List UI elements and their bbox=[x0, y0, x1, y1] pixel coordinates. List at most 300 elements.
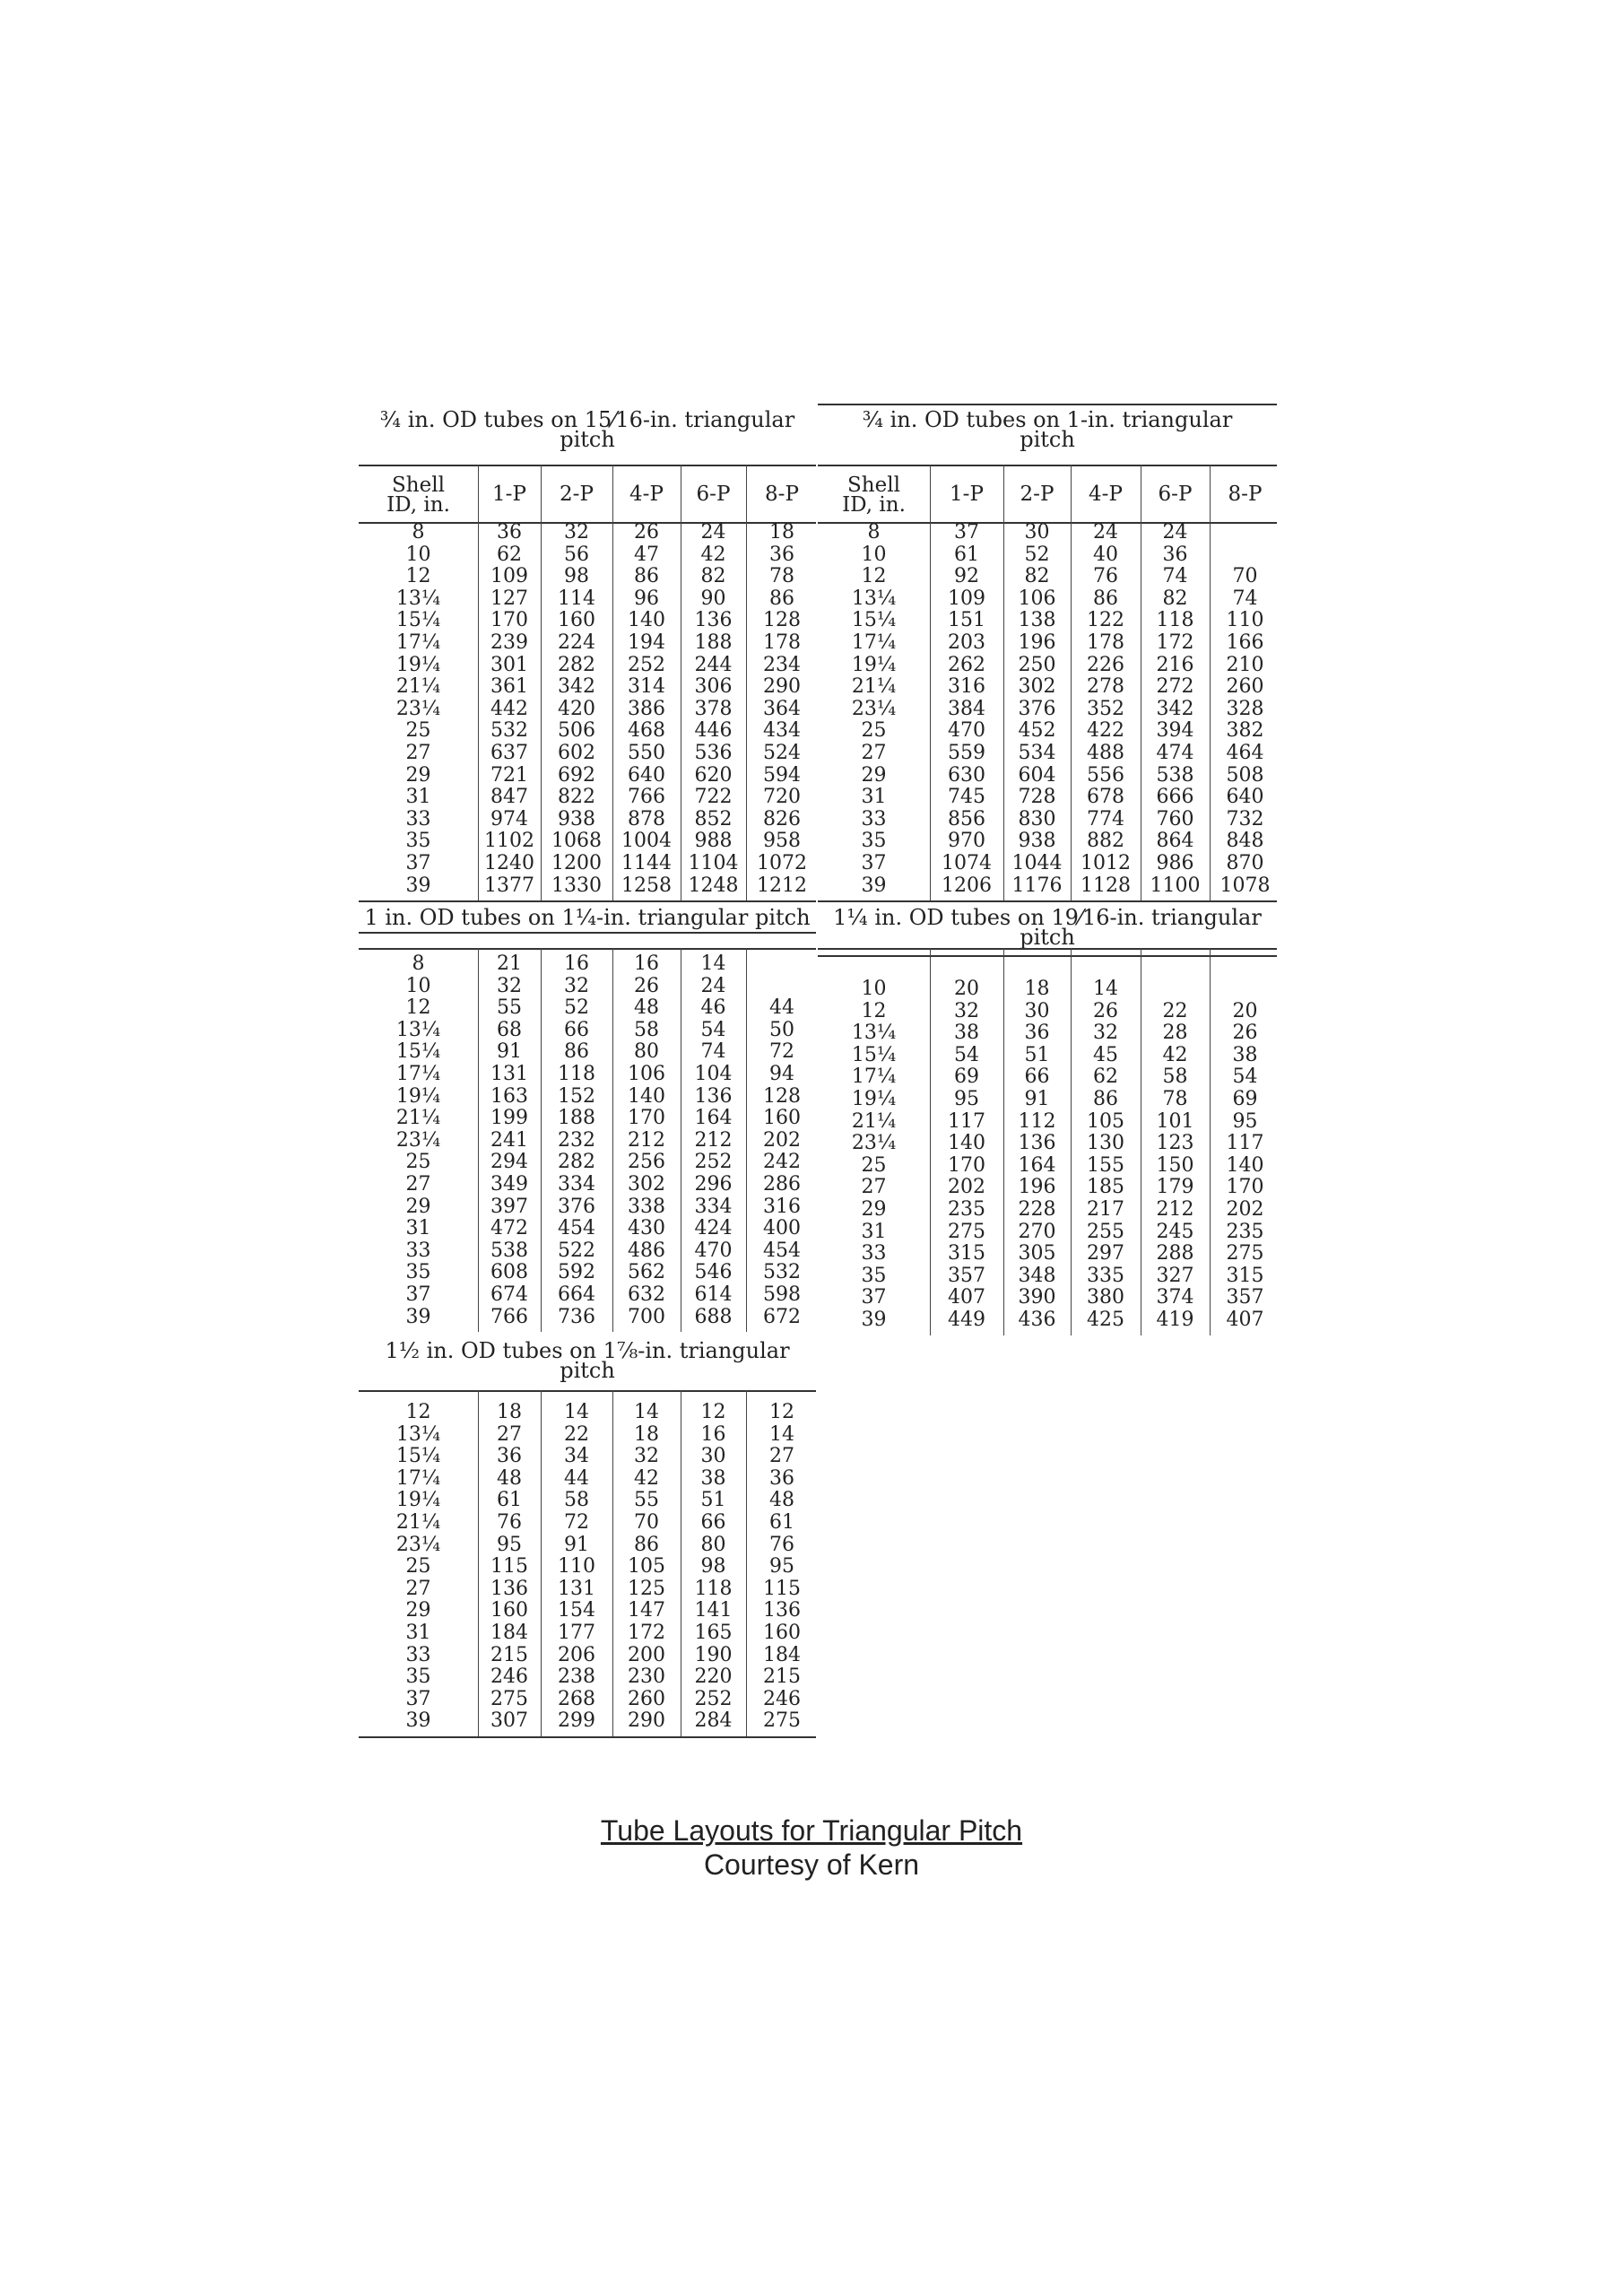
tube-count-cell: 250 bbox=[1018, 653, 1056, 676]
tube-count-cell: 166 bbox=[1226, 631, 1264, 654]
tube-count-cell: 301 bbox=[490, 653, 528, 676]
tube-count-cell: 86 bbox=[634, 1533, 659, 1556]
tube-count-cell: 260 bbox=[1226, 675, 1264, 699]
tube-count-cell: 692 bbox=[558, 763, 595, 787]
shell-id-header-units: ID, in. bbox=[842, 493, 906, 517]
tube-count-cell: 54 bbox=[1232, 1065, 1258, 1089]
shell-id-cell: 27 bbox=[405, 742, 431, 764]
tube-count-cell: 72 bbox=[769, 1040, 794, 1064]
tube-count-cell: 136 bbox=[1018, 1132, 1056, 1155]
tube-count-cell: 1012 bbox=[1081, 852, 1131, 874]
tube-count-cell: 61 bbox=[769, 1511, 794, 1534]
table-title-line: ¾ in. OD tubes on 1-in. triangular bbox=[862, 407, 1233, 432]
tube-count-cell: 18 bbox=[497, 1401, 522, 1423]
tube-count-cell: 48 bbox=[769, 1489, 794, 1512]
tube-count-cell: 452 bbox=[1018, 719, 1056, 743]
tube-count-cell: 136 bbox=[763, 1599, 801, 1622]
tube-count-cell: 163 bbox=[490, 1084, 528, 1108]
tube-count-cell: 96 bbox=[634, 587, 659, 610]
tube-count-cell: 14 bbox=[634, 1401, 659, 1423]
shell-id-cell: 8 bbox=[412, 952, 425, 975]
tube-count-cell: 352 bbox=[1087, 697, 1124, 720]
tube-count-cell: 30 bbox=[1024, 999, 1050, 1022]
tube-count-cell: 136 bbox=[490, 1577, 528, 1600]
tube-count-cell: 425 bbox=[1087, 1309, 1124, 1331]
tube-count-cell: 632 bbox=[628, 1283, 665, 1306]
tube-count-cell: 1104 bbox=[688, 852, 739, 874]
tube-count-cell: 255 bbox=[1087, 1220, 1124, 1243]
table-title-rule bbox=[359, 465, 816, 466]
shell-id-cell: 21¼ bbox=[395, 675, 441, 699]
shell-id-cell: 37 bbox=[861, 1286, 887, 1309]
tube-count-cell: 24 bbox=[700, 521, 726, 544]
tube-count-cell: 66 bbox=[700, 1511, 726, 1534]
tube-count-cell: 420 bbox=[558, 697, 595, 720]
tube-count-cell: 1100 bbox=[1150, 874, 1201, 897]
tube-count-cell: 449 bbox=[948, 1309, 985, 1331]
tube-count-cell: 51 bbox=[700, 1489, 726, 1512]
tube-count-cell: 234 bbox=[763, 653, 801, 676]
shell-id-cell: 17¼ bbox=[851, 631, 897, 654]
tube-count-cell: 1068 bbox=[551, 830, 602, 853]
tube-count-cell: 56 bbox=[564, 543, 589, 566]
tube-count-cell: 164 bbox=[1018, 1153, 1056, 1177]
tube-count-cell: 508 bbox=[1226, 763, 1264, 787]
tube-count-cell: 76 bbox=[769, 1533, 794, 1556]
tube-count-cell: 720 bbox=[763, 786, 801, 809]
tube-count-cell: 86 bbox=[1093, 587, 1118, 610]
tube-count-cell: 246 bbox=[763, 1687, 801, 1710]
tube-count-cell: 118 bbox=[558, 1063, 595, 1085]
tube-count-cell: 106 bbox=[628, 1063, 665, 1085]
tube-count-cell: 732 bbox=[1226, 807, 1264, 831]
tube-count-cell: 374 bbox=[1156, 1286, 1194, 1309]
tube-count-cell: 178 bbox=[763, 631, 801, 654]
table-title-line: 1 in. OD tubes on 1¼-in. triangular pitch bbox=[364, 905, 811, 930]
tube-count-cell: 678 bbox=[1087, 786, 1124, 809]
tube-count-cell: 69 bbox=[954, 1065, 979, 1089]
tube-count-cell: 136 bbox=[694, 1084, 733, 1108]
tube-count-cell: 150 bbox=[1156, 1153, 1194, 1177]
tube-count-cell: 74 bbox=[1162, 565, 1188, 588]
tube-count-cell: 386 bbox=[628, 697, 665, 720]
shell-id-cell: 39 bbox=[405, 874, 431, 897]
tube-count-cell: 244 bbox=[694, 653, 733, 676]
tube-count-cell: 69 bbox=[1232, 1088, 1258, 1110]
tube-count-cell: 94 bbox=[769, 1063, 794, 1085]
tube-count-cell: 241 bbox=[490, 1128, 528, 1152]
tube-count-cell: 1004 bbox=[621, 830, 672, 853]
tube-count-cell: 664 bbox=[558, 1283, 595, 1306]
tube-count-cell: 109 bbox=[948, 587, 985, 610]
tube-count-cell: 488 bbox=[1087, 742, 1124, 764]
tube-count-cell: 217 bbox=[1087, 1198, 1124, 1221]
passes-header-1-p: 1-P bbox=[492, 483, 526, 506]
tube-count-cell: 106 bbox=[1018, 587, 1056, 610]
tube-count-cell: 938 bbox=[558, 807, 595, 831]
tube-count-cell: 235 bbox=[1226, 1220, 1264, 1243]
tube-count-cell: 178 bbox=[1087, 631, 1124, 654]
tube-count-cell: 80 bbox=[700, 1533, 726, 1556]
tube-count-cell: 110 bbox=[558, 1555, 595, 1578]
tube-count-cell: 86 bbox=[769, 587, 794, 610]
table-header-rule bbox=[359, 1390, 816, 1392]
tube-count-cell: 32 bbox=[1093, 1022, 1118, 1045]
tube-count-cell: 24 bbox=[700, 974, 726, 997]
shell-id-cell: 10 bbox=[861, 543, 887, 566]
tube-count-cell: 688 bbox=[694, 1305, 733, 1328]
tube-count-cell: 598 bbox=[763, 1283, 801, 1306]
tube-count-cell: 36 bbox=[1162, 543, 1188, 566]
tube-count-cell: 62 bbox=[1093, 1065, 1118, 1089]
tube-count-cell: 640 bbox=[1226, 786, 1264, 809]
tube-count-cell: 141 bbox=[694, 1599, 733, 1622]
tube-count-cell: 532 bbox=[490, 719, 528, 743]
passes-header-8-p: 8-P bbox=[765, 483, 799, 506]
tube-count-cell: 38 bbox=[954, 1022, 979, 1045]
tube-count-cell: 91 bbox=[564, 1533, 589, 1556]
shell-id-cell: 29 bbox=[861, 763, 887, 787]
tube-count-cell: 774 bbox=[1087, 807, 1124, 831]
shell-id-cell: 17¼ bbox=[395, 1063, 441, 1085]
shell-id-cell: 25 bbox=[861, 1153, 887, 1177]
tube-count-cell: 468 bbox=[628, 719, 665, 743]
shell-id-cell: 39 bbox=[405, 1709, 431, 1733]
tube-count-cell: 18 bbox=[769, 521, 794, 544]
shell-id-cell: 19¼ bbox=[851, 1088, 897, 1110]
tube-count-cell: 140 bbox=[628, 609, 665, 632]
tube-count-cell: 252 bbox=[694, 1687, 733, 1710]
tube-count-cell: 297 bbox=[1087, 1242, 1124, 1265]
tube-count-cell: 179 bbox=[1156, 1176, 1194, 1199]
shell-id-cell: 23¼ bbox=[395, 697, 441, 720]
tube-count-cell: 640 bbox=[628, 763, 665, 787]
tube-count-cell: 474 bbox=[1156, 742, 1194, 764]
shell-id-cell: 31 bbox=[405, 1622, 431, 1644]
tube-count-cell: 436 bbox=[1018, 1309, 1056, 1331]
tube-count-cell: 76 bbox=[497, 1511, 522, 1534]
table-1-25in-1-5625-pitch bbox=[818, 901, 1277, 1339]
tube-count-cell: 58 bbox=[1162, 1065, 1188, 1089]
figure-caption-title: Tube Layouts for Triangular Pitch bbox=[600, 1814, 1023, 1847]
shell-id-cell: 33 bbox=[405, 807, 431, 831]
tube-count-cell: 275 bbox=[948, 1220, 985, 1243]
tube-count-cell: 472 bbox=[490, 1217, 528, 1240]
tube-count-cell: 637 bbox=[490, 742, 528, 764]
tube-count-cell: 1078 bbox=[1219, 874, 1271, 897]
tube-count-cell: 140 bbox=[628, 1084, 665, 1108]
shell-id-cell: 39 bbox=[405, 1305, 431, 1328]
tube-count-cell: 86 bbox=[564, 1040, 589, 1064]
tube-count-cell: 20 bbox=[1232, 999, 1258, 1022]
tube-count-cell: 82 bbox=[1024, 565, 1050, 588]
shell-id-cell: 37 bbox=[405, 1283, 431, 1306]
shell-id-cell: 35 bbox=[405, 830, 431, 853]
tube-count-cell: 82 bbox=[700, 565, 726, 588]
tube-count-cell: 32 bbox=[954, 999, 979, 1022]
tube-count-cell: 284 bbox=[694, 1709, 733, 1733]
tube-count-cell: 294 bbox=[490, 1151, 528, 1174]
tube-count-cell: 172 bbox=[1156, 631, 1194, 654]
tube-count-cell: 290 bbox=[628, 1709, 665, 1733]
tube-count-cell: 54 bbox=[700, 1018, 726, 1041]
shell-id-cell: 13¼ bbox=[851, 587, 897, 610]
tube-count-cell: 115 bbox=[490, 1555, 528, 1578]
tube-count-cell: 165 bbox=[694, 1622, 733, 1644]
tube-count-cell: 14 bbox=[769, 1422, 794, 1446]
shell-id-cell: 15¼ bbox=[395, 1445, 441, 1468]
shell-id-cell: 21¼ bbox=[395, 1511, 441, 1534]
shell-id-cell: 21¼ bbox=[395, 1107, 441, 1130]
tube-count-cell: 328 bbox=[1226, 697, 1264, 720]
tube-count-cell: 26 bbox=[1232, 1022, 1258, 1045]
tube-count-cell: 592 bbox=[558, 1261, 595, 1284]
tube-count-cell: 327 bbox=[1156, 1264, 1194, 1287]
tube-count-cell: 357 bbox=[1226, 1286, 1264, 1309]
tube-count-cell: 184 bbox=[763, 1643, 801, 1666]
shell-id-cell: 31 bbox=[861, 1220, 887, 1243]
tube-count-cell: 305 bbox=[1018, 1242, 1056, 1265]
tube-count-cell: 299 bbox=[558, 1709, 595, 1733]
shell-id-cell: 13¼ bbox=[395, 1422, 441, 1446]
shell-id-cell: 35 bbox=[405, 1665, 431, 1689]
tube-count-cell: 128 bbox=[763, 1084, 801, 1108]
tube-count-cell: 32 bbox=[564, 974, 589, 997]
tube-count-cell: 28 bbox=[1162, 1022, 1188, 1045]
tube-count-cell: 91 bbox=[1024, 1088, 1050, 1110]
tube-count-cell: 1240 bbox=[484, 852, 534, 874]
shell-id-cell: 29 bbox=[861, 1198, 887, 1221]
tube-count-cell: 212 bbox=[694, 1128, 733, 1152]
tube-count-cell: 117 bbox=[948, 1109, 985, 1133]
tube-count-cell: 238 bbox=[558, 1665, 595, 1689]
tube-count-cell: 160 bbox=[490, 1599, 528, 1622]
shell-id-cell: 19¼ bbox=[851, 653, 897, 676]
tube-count-cell: 14 bbox=[564, 1401, 589, 1423]
tube-count-cell: 938 bbox=[1018, 830, 1056, 853]
passes-header-2-p: 2-P bbox=[1020, 483, 1055, 506]
tube-count-cell: 958 bbox=[763, 830, 801, 853]
tube-count-cell: 203 bbox=[948, 631, 985, 654]
tube-count-cell: 194 bbox=[628, 631, 665, 654]
shell-id-cell: 12 bbox=[405, 996, 431, 1020]
tube-count-cell: 42 bbox=[634, 1466, 659, 1490]
tube-count-cell: 170 bbox=[490, 609, 528, 632]
tube-count-cell: 302 bbox=[1018, 675, 1056, 699]
tube-count-cell: 315 bbox=[1226, 1264, 1264, 1287]
tube-count-cell: 172 bbox=[628, 1622, 665, 1644]
shell-id-cell: 39 bbox=[861, 874, 887, 897]
tube-count-cell: 47 bbox=[634, 543, 659, 566]
tube-count-cell: 224 bbox=[558, 631, 595, 654]
tube-count-cell: 852 bbox=[694, 807, 733, 831]
tube-count-cell: 1144 bbox=[621, 852, 672, 874]
tube-count-cell: 745 bbox=[948, 786, 985, 809]
shell-id-cell: 19¼ bbox=[395, 1489, 441, 1512]
table-title-line: 1½ in. OD tubes on 1⅞-in. triangular bbox=[385, 1338, 790, 1363]
tube-count-cell: 522 bbox=[558, 1239, 595, 1262]
tube-count-cell: 620 bbox=[694, 763, 733, 787]
tube-count-cell: 538 bbox=[1156, 763, 1194, 787]
table-title-rule bbox=[359, 932, 816, 934]
shell-id-cell: 23¼ bbox=[395, 1128, 441, 1152]
tube-count-cell: 86 bbox=[634, 565, 659, 588]
table-title-line: 1¼ in. OD tubes on 19⁄16-in. triangular bbox=[833, 905, 1262, 930]
shell-id-cell: 37 bbox=[405, 1687, 431, 1710]
tube-count-cell: 594 bbox=[763, 763, 801, 787]
tube-count-cell: 66 bbox=[1024, 1065, 1050, 1089]
shell-id-cell: 25 bbox=[405, 719, 431, 743]
tube-count-cell: 1212 bbox=[757, 874, 807, 897]
shell-id-cell: 23¼ bbox=[395, 1533, 441, 1556]
tube-count-cell: 78 bbox=[1162, 1088, 1188, 1110]
tube-count-cell: 302 bbox=[628, 1173, 665, 1196]
tube-count-cell: 70 bbox=[1232, 565, 1258, 588]
tube-count-cell: 556 bbox=[1087, 763, 1124, 787]
shell-id-cell: 33 bbox=[405, 1643, 431, 1666]
tube-count-cell: 534 bbox=[1018, 742, 1056, 764]
tube-count-cell: 131 bbox=[490, 1063, 528, 1085]
tube-count-cell: 275 bbox=[1226, 1242, 1264, 1265]
shell-id-cell: 27 bbox=[861, 742, 887, 764]
shell-id-cell: 31 bbox=[405, 1217, 431, 1240]
table-three-quarter-1in-pitch bbox=[818, 404, 1277, 904]
tube-count-cell: 202 bbox=[763, 1128, 801, 1152]
tube-count-cell: 235 bbox=[948, 1198, 985, 1221]
tube-count-cell: 672 bbox=[763, 1305, 801, 1328]
tube-count-cell: 138 bbox=[1018, 609, 1056, 632]
tube-count-cell: 524 bbox=[763, 742, 801, 764]
tube-count-cell: 98 bbox=[564, 565, 589, 588]
tube-count-cell: 562 bbox=[628, 1261, 665, 1284]
shell-id-cell: 8 bbox=[867, 521, 881, 544]
table-title-line: ¾ in. OD tubes on 15⁄16-in. triangular bbox=[379, 407, 795, 432]
tube-count-cell: 1206 bbox=[942, 874, 992, 897]
tube-count-cell: 127 bbox=[490, 587, 528, 610]
shell-id-cell: 12 bbox=[861, 565, 887, 588]
shell-id-cell: 29 bbox=[405, 763, 431, 787]
shell-id-cell: 25 bbox=[405, 1151, 431, 1174]
shell-id-cell: 12 bbox=[405, 1401, 431, 1423]
shell-id-cell: 31 bbox=[405, 786, 431, 809]
tube-count-cell: 316 bbox=[763, 1195, 801, 1218]
tube-count-cell: 16 bbox=[634, 952, 659, 975]
tube-count-cell: 152 bbox=[558, 1084, 595, 1108]
shell-id-cell: 12 bbox=[861, 999, 887, 1022]
table-title-line: pitch bbox=[560, 427, 615, 452]
passes-header-6-p: 6-P bbox=[696, 483, 731, 506]
tube-count-cell: 988 bbox=[694, 830, 733, 853]
tube-count-cell: 1248 bbox=[688, 874, 739, 897]
shell-id-cell: 35 bbox=[405, 1261, 431, 1284]
tube-count-cell: 32 bbox=[634, 1445, 659, 1468]
tube-count-cell: 1377 bbox=[484, 874, 534, 897]
shell-id-cell: 15¼ bbox=[395, 1040, 441, 1064]
tube-count-cell: 184 bbox=[490, 1622, 528, 1644]
tube-count-cell: 334 bbox=[558, 1173, 595, 1196]
tube-count-cell: 131 bbox=[558, 1577, 595, 1600]
tube-count-cell: 226 bbox=[1087, 653, 1124, 676]
table-top-rule bbox=[818, 404, 1277, 405]
tube-count-cell: 12 bbox=[769, 1401, 794, 1423]
shell-id-cell: 21¼ bbox=[851, 1109, 897, 1133]
shell-id-cell: 25 bbox=[861, 719, 887, 743]
tube-count-cell: 736 bbox=[558, 1305, 595, 1328]
passes-header-4-p: 4-P bbox=[629, 483, 664, 506]
tube-count-cell: 232 bbox=[558, 1128, 595, 1152]
tube-count-cell: 74 bbox=[700, 1040, 726, 1064]
tube-count-cell: 160 bbox=[763, 1107, 801, 1130]
tube-count-cell: 36 bbox=[497, 521, 522, 544]
shell-id-cell: 29 bbox=[405, 1195, 431, 1218]
tube-count-cell: 380 bbox=[1087, 1286, 1124, 1309]
shell-id-cell: 10 bbox=[405, 543, 431, 566]
tube-count-cell: 275 bbox=[763, 1709, 801, 1733]
tube-count-cell: 334 bbox=[694, 1195, 733, 1218]
tube-count-cell: 666 bbox=[1156, 786, 1194, 809]
tube-count-cell: 14 bbox=[700, 952, 726, 975]
shell-id-cell: 35 bbox=[861, 830, 887, 853]
tube-count-cell: 538 bbox=[490, 1239, 528, 1262]
tube-count-cell: 36 bbox=[1024, 1022, 1050, 1045]
tube-count-cell: 98 bbox=[700, 1555, 726, 1578]
tube-count-cell: 338 bbox=[628, 1195, 665, 1218]
tube-count-cell: 170 bbox=[1226, 1176, 1264, 1199]
tube-count-cell: 674 bbox=[490, 1283, 528, 1306]
tube-count-cell: 115 bbox=[763, 1577, 801, 1600]
tube-count-cell: 342 bbox=[1156, 697, 1194, 720]
tube-count-cell: 188 bbox=[694, 631, 733, 654]
tube-count-cell: 864 bbox=[1156, 830, 1194, 853]
shell-id-cell: 27 bbox=[405, 1577, 431, 1600]
tube-count-cell: 202 bbox=[948, 1176, 985, 1199]
tube-count-cell: 348 bbox=[1018, 1264, 1056, 1287]
tube-count-cell: 532 bbox=[763, 1261, 801, 1284]
tube-count-cell: 70 bbox=[634, 1511, 659, 1534]
tube-count-cell: 55 bbox=[497, 996, 522, 1020]
tube-count-cell: 288 bbox=[1156, 1242, 1194, 1265]
tube-count-cell: 847 bbox=[490, 786, 528, 809]
table-title-line: pitch bbox=[1020, 925, 1075, 950]
tube-count-cell: 95 bbox=[497, 1533, 522, 1556]
shell-id-cell: 15¼ bbox=[851, 609, 897, 632]
tube-count-cell: 275 bbox=[490, 1687, 528, 1710]
tube-count-cell: 18 bbox=[634, 1422, 659, 1446]
tube-count-cell: 155 bbox=[1087, 1153, 1124, 1177]
tube-count-cell: 210 bbox=[1226, 653, 1264, 676]
tube-count-cell: 54 bbox=[954, 1043, 979, 1066]
tube-count-cell: 1258 bbox=[621, 874, 672, 897]
tube-count-cell: 188 bbox=[558, 1107, 595, 1130]
tube-count-cell: 442 bbox=[490, 697, 528, 720]
shell-id-cell: 13¼ bbox=[395, 587, 441, 610]
tube-count-cell: 826 bbox=[763, 807, 801, 831]
tube-count-cell: 61 bbox=[497, 1489, 522, 1512]
shell-id-cell: 10 bbox=[861, 978, 887, 1000]
tube-count-cell: 92 bbox=[954, 565, 979, 588]
tube-count-cell: 170 bbox=[948, 1153, 985, 1177]
shell-id-cell: 37 bbox=[861, 852, 887, 874]
tube-count-cell: 91 bbox=[497, 1040, 522, 1064]
tube-count-cell: 101 bbox=[1156, 1109, 1194, 1133]
tube-count-cell: 970 bbox=[948, 830, 985, 853]
tube-count-cell: 170 bbox=[628, 1107, 665, 1130]
tube-count-cell: 220 bbox=[694, 1665, 733, 1689]
tube-count-cell: 62 bbox=[497, 543, 522, 566]
shell-id-cell: 39 bbox=[861, 1309, 887, 1331]
tube-count-cell: 52 bbox=[564, 996, 589, 1020]
tube-count-cell: 630 bbox=[948, 763, 985, 787]
